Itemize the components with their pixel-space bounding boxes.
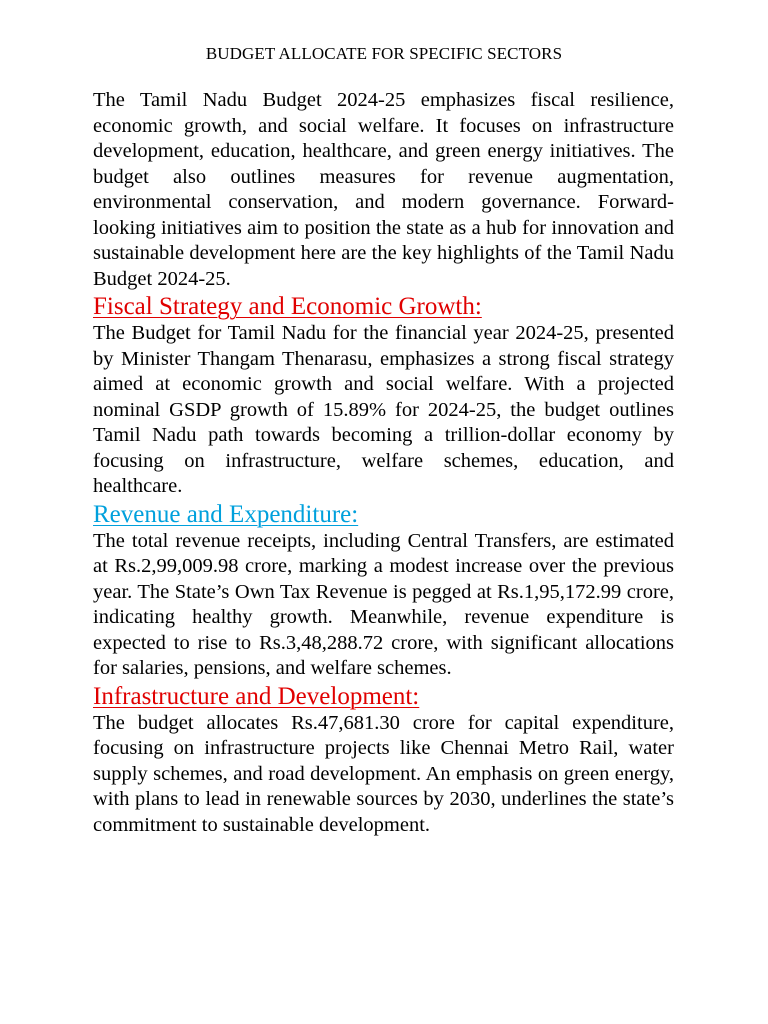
section-body-infrastructure: The budget allocates Rs.47,681.30 crore for capital expenditure, focusing on infrastructure projects like Chennai Metro Rail, water supply schemes, and road development. An emphasis on green energy, with plans to lead in renewable sources by 2030, underlines the state’s commitment to sustainable development. [93,711,674,836]
document-body [93,88,674,838]
section-body-revenue-expenditure: The total revenue receipts, including Central Transfers, are estimated at Rs.2,99,009.98 crore, marking a modest increase over the previous year. The State’s Own Tax Revenue is pegged at Rs.1,95,172.99 crore, indicating healthy growth. Meanwhile, revenue expenditure is expected to rise to Rs.3,48,288.72 crore, with significant allocations for salaries, pensions, and welfare schemes. [93,529,674,679]
intro-paragraph: The Tamil Nadu Budget 2024-25 emphasizes fiscal resilience, economic growth, and social welfare. It focuses on infrastructure development, education, healthcare, and green energy initiatives. The budget also outlines measures for revenue augmentation, environmental conservation, and modern governance. Forward-looking initiatives aim to position the state as a hub for innovation and sustainable development here are the key highlights of the Tamil Nadu Budget 2024-25. [93,89,674,290]
section-body-fiscal-strategy: The Budget for Tamil Nadu for the financial year 2024-25, presented by Minister Thangam Thenarasu, emphasizes a strong fiscal strategy aimed at economic growth and social welfare. With a projected nominal GSDP growth of 15.89% for 2024-25, the budget outlines Tamil Nadu path towards becoming a trillion-dollar economy by focusing on infrastructure, welfare schemes, education, and healthcare. [93,322,674,497]
document-title: BUDGET ALLOCATE FOR SPECIFIC SECTORS [205,44,563,63]
section-heading-infrastructure: Infrastructure and Development: [93,682,420,710]
section-heading-revenue-expenditure: Revenue and Expenditure: [93,500,359,528]
section-heading-fiscal-strategy: Fiscal Strategy and Economic Growth: [93,293,482,320]
